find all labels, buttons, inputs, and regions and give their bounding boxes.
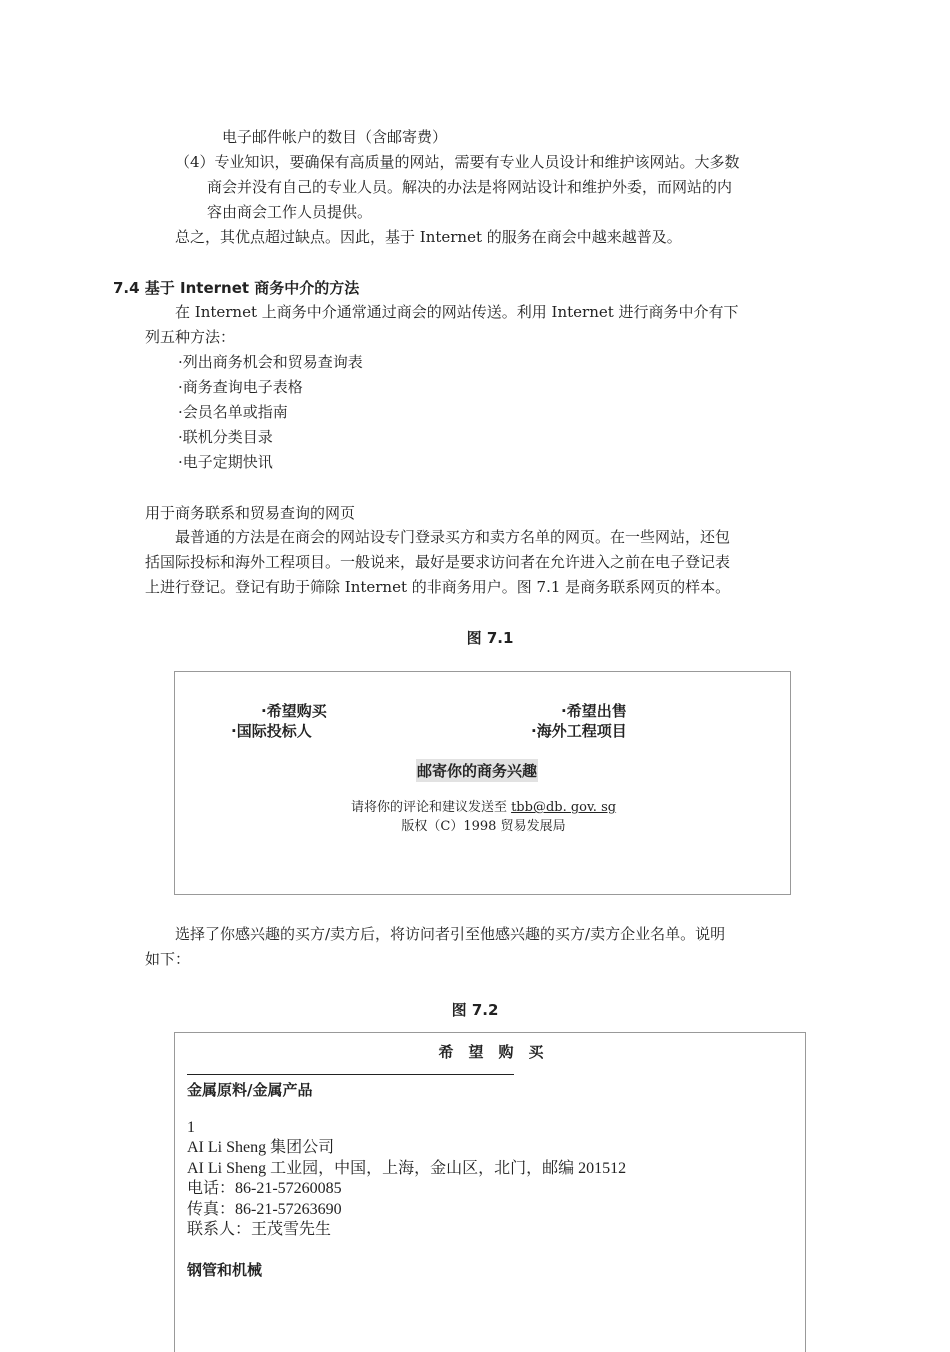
item4-line2: 商会并没有自己的专业人员。解决的办法是将网站设计和维护外委，而网站的内	[207, 178, 733, 196]
email-link[interactable]: tbb@db. gov. sg	[511, 800, 617, 815]
figure1-caption: 图 7.1	[466, 629, 514, 647]
heading-divider	[187, 1074, 514, 1075]
after-fig1-line2: 如下：	[145, 950, 191, 968]
bullet-item: ·电子定期快讯	[178, 453, 273, 471]
figure2-box	[174, 1032, 806, 1352]
overseas-projects-link[interactable]: ·海外工程项目	[531, 722, 627, 740]
category-steel: 钢管和机械	[187, 1261, 263, 1279]
want-to-buy-heading: 希 望 购 买	[438, 1043, 544, 1061]
figure1-box	[174, 671, 791, 895]
mail-business-interest-button[interactable]: 邮寄你的商务兴趣	[416, 759, 538, 782]
figure2-caption: 图 7.2	[451, 1001, 499, 1019]
international-bidders-link[interactable]: ·国际投标人	[231, 722, 312, 740]
category-metal: 金属原料/金属产品	[187, 1081, 313, 1099]
section-para-line1: 在 Internet 上商务中介通常通过商会的网站传送。利用 Internet 进行商务中介有下	[175, 303, 739, 321]
entry-index: 1	[187, 1119, 195, 1136]
comment-text: 请将你的评论和建议发送至	[350, 800, 512, 815]
bullet-item: ·联机分类目录	[178, 428, 273, 446]
bullet-item: ·商务查询电子表格	[178, 378, 303, 396]
summary-text: 总之，其优点超过缺点。因此，基于 Internet 的服务在商会中越来越普及。	[175, 228, 682, 246]
section-para-line2: 列五种方法：	[145, 328, 236, 346]
entry-address: AI Li Sheng 工业园，中国，上海，金山区，北门，邮编 201512	[187, 1160, 627, 1177]
subsection-para-line2: 括国际投标和海外工程项目。一般说来，最好是要求访问者在允许进入之前在电子登记表	[145, 553, 731, 571]
subsection-title: 用于商务联系和贸易查询的网页	[145, 504, 356, 522]
bullet-item: ·会员名单或指南	[178, 403, 288, 421]
section-title: 7.4 基于 Internet 商务中介的方法	[113, 279, 360, 297]
copyright-text: 版权（C）1998 贸易发展局	[401, 819, 566, 834]
subsection-para-line3: 上进行登记。登记有助于筛除 Internet 的非商务用户。图 7.1 是商务联系网页的样本。	[145, 578, 731, 596]
want-to-buy-link[interactable]: ·希望购买	[261, 702, 327, 720]
comment-line	[175, 796, 792, 815]
entry-phone: 电话：86-21-57260085	[187, 1180, 342, 1197]
subsection-para-line1: 最普通的方法是在商会的网站设专门登录买方和卖方名单的网页。在一些网站，还包	[175, 528, 731, 546]
bullet-item: ·列出商务机会和贸易查询表	[178, 353, 363, 371]
entry-contact: 联系人：王茂雪先生	[187, 1221, 332, 1238]
want-to-sell-link[interactable]: ·希望出售	[561, 702, 627, 720]
item4-line1: （4）专业知识，要确保有高质量的网站，需要有专业人员设计和维护该网站。大多数	[175, 153, 740, 171]
item4-line3: 容由商会工作人员提供。	[207, 203, 373, 221]
intro-line: 电子邮件帐户的数目（含邮寄费）	[222, 128, 448, 146]
after-fig1-line1: 选择了你感兴趣的买方/卖方后，将访问者引至他感兴趣的买方/卖方企业名单。说明	[175, 925, 726, 943]
entry-company: AI Li Sheng 集团公司	[187, 1139, 335, 1156]
entry-fax: 传真：86-21-57263690	[187, 1201, 342, 1218]
